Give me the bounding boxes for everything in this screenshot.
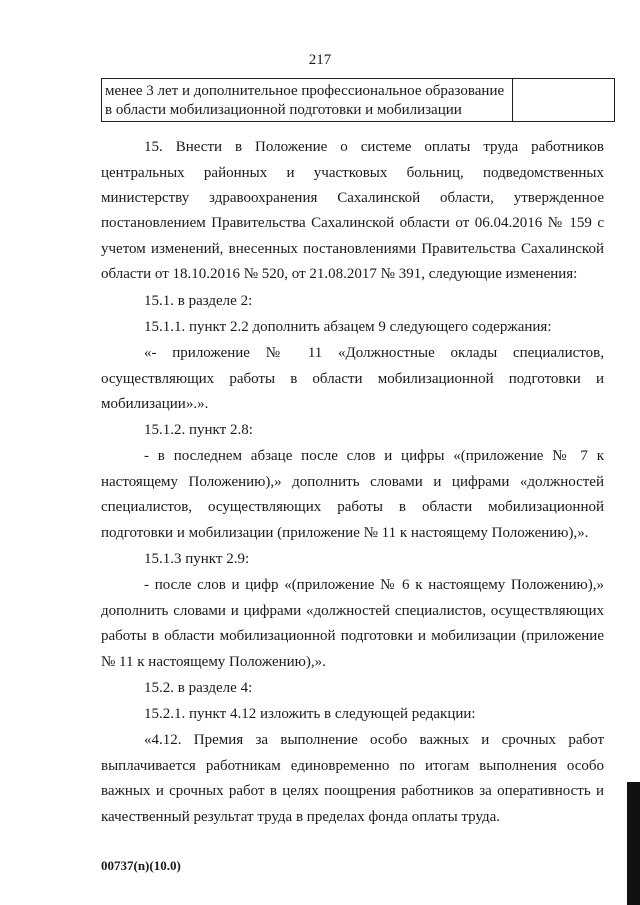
text-line: настоящему Положению),» дополнить словами и цифрами «должностей <box>101 474 604 490</box>
text-line: 15. Внести в Положение о системе оплаты труда работников <box>144 139 604 155</box>
text-line: 15.1.3 пункт 2.9: <box>144 551 250 567</box>
text-line: центральных районных и участковых больниц, подведомственных <box>101 165 604 181</box>
text-line: выплачивается работникам единовременно по итогам выполнения особо <box>101 758 604 774</box>
text-line: 15.2. в разделе 4: <box>144 680 253 696</box>
text-line: дополнить словами и цифрами «должностей специалистов, осуществляющих <box>101 603 604 619</box>
text-line: 15.2.1. пункт 4.12 изложить в следующей редакции: <box>144 706 476 722</box>
text-line: министерству здравоохранения Сахалинской области, утвержденное <box>101 190 604 206</box>
text-line: качественный результат труда в пределах фонда оплаты труда. <box>101 809 501 825</box>
table-cell-text <box>102 79 513 121</box>
text-line: специалистов, осуществляющих работы в области мобилизационной <box>101 499 604 515</box>
text-line: - в последнем абзаце после слов и цифры «(приложение № 7 к <box>144 448 604 464</box>
text-line: работы в области мобилизационной подготовки и мобилизации (приложение <box>101 628 604 644</box>
scan-edge-bar <box>627 782 640 905</box>
text-line: 15.1. в разделе 2: <box>144 293 253 309</box>
text-line: постановлением Правительства Сахалинской области от 06.04.2016 № 159 с <box>101 215 604 231</box>
table-cell-line-2: в области мобилизационной подготовки и мобилизации <box>105 102 462 118</box>
table-cell-empty <box>513 79 614 121</box>
text-line: 15.1.1. пункт 2.2 дополнить абзацем 9 следующего содержания: <box>144 319 552 335</box>
text-line: подготовки и мобилизации (приложение № 11 к настоящему Положению),». <box>101 525 589 541</box>
table-row <box>101 78 615 122</box>
text-line: области от 18.10.2016 № 520, от 21.08.2017 № 391, следующие изменения: <box>101 266 578 282</box>
text-line: учетом изменений, внесенных постановлениями Правительства Сахалинской <box>101 241 604 257</box>
text-line: № 11 к настоящему Положению),». <box>101 654 326 670</box>
text-line: 15.1.2. пункт 2.8: <box>144 422 253 438</box>
text-line: «- приложение № 11 «Должностные оклады специалистов, <box>144 345 604 361</box>
document-code: 00737(n)(10.0) <box>101 858 181 873</box>
text-line: важных и срочных работ в целях поощрения работников за оперативность и <box>101 783 604 799</box>
text-line: «4.12. Премия за выполнение особо важных и срочных работ <box>144 732 604 748</box>
text-line: осуществляющих работы в области мобилизационной подготовки и <box>101 371 604 387</box>
text-line: - после слов и цифр «(приложение № 6 к настоящему Положению),» <box>144 577 604 593</box>
page-number: 217 <box>308 52 332 68</box>
table-cell-line-1: менее 3 лет и дополнительное профессиональное образование <box>105 83 505 99</box>
text-line: мобилизации».». <box>101 396 209 412</box>
